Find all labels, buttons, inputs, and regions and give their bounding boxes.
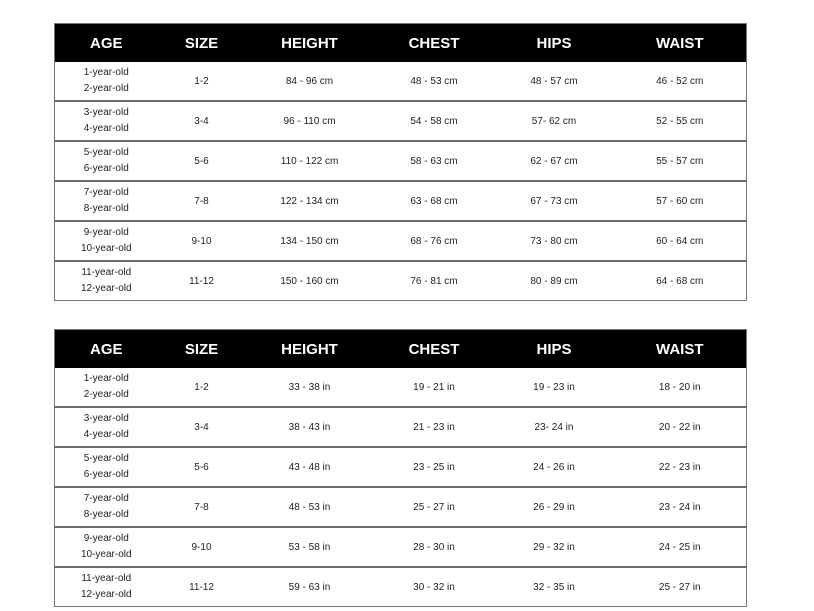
age-line: 8-year-old xyxy=(83,203,129,214)
waist-cell: 46 - 52 cm xyxy=(656,75,704,87)
size-cell: 7-8 xyxy=(158,181,246,221)
age-line: 4-year-old xyxy=(83,429,129,440)
table-row xyxy=(55,527,747,567)
waist-cell: 20 - 22 in xyxy=(614,407,747,447)
waist-cell: 18 - 20 in xyxy=(658,381,701,393)
header-age: AGE xyxy=(55,24,158,63)
table-row xyxy=(55,407,747,447)
hips-cell: 32 - 35 in xyxy=(495,567,614,607)
height-cell: 43 - 48 in xyxy=(246,447,374,487)
age-cell xyxy=(55,62,158,101)
waist-cell: 24 - 25 in xyxy=(614,527,747,567)
header-age: AGE xyxy=(55,330,158,369)
waist-cell: 57 - 60 cm xyxy=(614,181,747,221)
hips-cell: 57- 62 cm xyxy=(495,101,614,141)
height-cell: 134 - 150 cm xyxy=(246,221,374,261)
size-cell: 5-6 xyxy=(158,447,246,487)
size-cell: 7-8 xyxy=(158,487,246,527)
table-row xyxy=(55,101,747,141)
height-cell: 150 - 160 cm xyxy=(246,261,374,301)
header-row xyxy=(55,24,747,63)
size-cell: 1-2 xyxy=(194,75,209,87)
chest-cell: 76 - 81 cm xyxy=(374,261,495,301)
header-chest: CHEST xyxy=(374,24,495,63)
height-cell: 122 - 134 cm xyxy=(246,181,374,221)
chest-cell: 48 - 53 cm xyxy=(410,75,458,87)
age-cell xyxy=(55,407,158,447)
waist-cell: 23 - 24 in xyxy=(614,487,747,527)
hips-cell: 26 - 29 in xyxy=(495,487,614,527)
size-cell: 9-10 xyxy=(158,221,246,261)
waist-cell: 52 - 55 cm xyxy=(614,101,747,141)
waist-cell: 25 - 27 in xyxy=(614,567,747,607)
age-line: 10-year-old xyxy=(80,549,132,560)
age-cell xyxy=(55,141,158,181)
size-cell: 3-4 xyxy=(158,407,246,447)
age-line: 11-year-old xyxy=(81,267,132,278)
chest-cell: 30 - 32 in xyxy=(374,567,495,607)
header-height: HEIGHT xyxy=(246,330,374,369)
size-cell: 11-12 xyxy=(158,567,246,607)
hips-cell: 23- 24 in xyxy=(495,407,614,447)
table-row xyxy=(55,261,747,301)
header-hips: HIPS xyxy=(495,24,614,63)
table-row xyxy=(55,141,747,181)
header-waist: WAIST xyxy=(614,24,747,63)
chest-cell: 28 - 30 in xyxy=(374,527,495,567)
height-cell: 96 - 110 cm xyxy=(246,101,374,141)
hips-cell: 48 - 57 cm xyxy=(530,75,578,87)
table-row xyxy=(55,221,747,261)
height-cell: 48 - 53 in xyxy=(246,487,374,527)
chest-cell: 54 - 58 cm xyxy=(374,101,495,141)
age-line: 5-year-old xyxy=(83,453,129,464)
table-row xyxy=(55,368,747,407)
hips-cell: 73 - 80 cm xyxy=(495,221,614,261)
age-cell xyxy=(55,527,158,567)
size-chart-inch-table xyxy=(54,329,747,607)
age-line: 5-year-old xyxy=(83,147,129,158)
size-chart-cm-table xyxy=(54,23,747,301)
age-cell xyxy=(55,261,158,301)
size-cell: 1-2 xyxy=(194,381,209,393)
header-height: HEIGHT xyxy=(246,24,374,63)
chest-cell: 25 - 27 in xyxy=(374,487,495,527)
hips-cell: 80 - 89 cm xyxy=(495,261,614,301)
age-line: 7-year-old xyxy=(83,493,129,504)
age-line: 9-year-old xyxy=(83,533,129,544)
height-cell: 53 - 58 in xyxy=(246,527,374,567)
age-line: 3-year-old xyxy=(83,413,129,424)
age-line: 2-year-old xyxy=(83,83,129,94)
age-cell xyxy=(55,101,158,141)
waist-cell: 64 - 68 cm xyxy=(614,261,747,301)
height-cell: 84 - 96 cm xyxy=(285,75,334,87)
size-cell: 11-12 xyxy=(158,261,246,301)
hips-cell: 62 - 67 cm xyxy=(495,141,614,181)
age-cell xyxy=(55,447,158,487)
table-row xyxy=(55,567,747,607)
age-line: 6-year-old xyxy=(83,163,129,174)
age-line: 1-year-old xyxy=(83,373,129,384)
age-line: 6-year-old xyxy=(83,469,129,480)
chest-cell: 58 - 63 cm xyxy=(374,141,495,181)
age-cell xyxy=(55,181,158,221)
hips-cell: 67 - 73 cm xyxy=(495,181,614,221)
waist-cell: 60 - 64 cm xyxy=(614,221,747,261)
chest-cell: 21 - 23 in xyxy=(374,407,495,447)
height-cell: 38 - 43 in xyxy=(246,407,374,447)
size-cell: 5-6 xyxy=(158,141,246,181)
waist-cell: 22 - 23 in xyxy=(614,447,747,487)
age-cell xyxy=(55,221,158,261)
chest-cell: 63 - 68 cm xyxy=(374,181,495,221)
table-body xyxy=(55,62,747,301)
header-size: SIZE xyxy=(158,24,246,63)
age-line: 7-year-old xyxy=(83,187,129,198)
chest-cell: 23 - 25 in xyxy=(374,447,495,487)
table-row xyxy=(55,447,747,487)
height-cell: 59 - 63 in xyxy=(246,567,374,607)
table-row xyxy=(55,181,747,221)
header-hips: HIPS xyxy=(495,330,614,369)
age-line: 9-year-old xyxy=(83,227,129,238)
age-line: 10-year-old xyxy=(80,243,132,254)
age-line: 12-year-old xyxy=(80,283,132,294)
chest-cell: 19 - 21 in xyxy=(413,381,455,393)
header-size: SIZE xyxy=(158,330,246,369)
age-cell xyxy=(55,487,158,527)
chest-cell: 68 - 76 cm xyxy=(374,221,495,261)
size-cell: 9-10 xyxy=(158,527,246,567)
table-body xyxy=(55,368,747,607)
age-cell xyxy=(55,567,158,607)
hips-cell: 19 - 23 in xyxy=(533,381,575,393)
age-cell xyxy=(55,368,158,407)
header-row xyxy=(55,330,747,369)
height-cell: 33 - 38 in xyxy=(288,381,331,393)
table-row xyxy=(55,487,747,527)
age-line: 2-year-old xyxy=(83,389,129,400)
table-row xyxy=(55,62,747,101)
age-line: 11-year-old xyxy=(81,573,132,584)
header-waist: WAIST xyxy=(614,330,747,369)
age-line: 1-year-old xyxy=(83,67,129,78)
waist-cell: 55 - 57 cm xyxy=(614,141,747,181)
hips-cell: 29 - 32 in xyxy=(495,527,614,567)
size-cell: 3-4 xyxy=(158,101,246,141)
age-line: 8-year-old xyxy=(83,509,129,520)
age-line: 12-year-old xyxy=(80,589,132,600)
hips-cell: 24 - 26 in xyxy=(495,447,614,487)
header-chest: CHEST xyxy=(374,330,495,369)
age-line: 3-year-old xyxy=(83,107,129,118)
age-line: 4-year-old xyxy=(83,123,129,134)
height-cell: 110 - 122 cm xyxy=(246,141,374,181)
